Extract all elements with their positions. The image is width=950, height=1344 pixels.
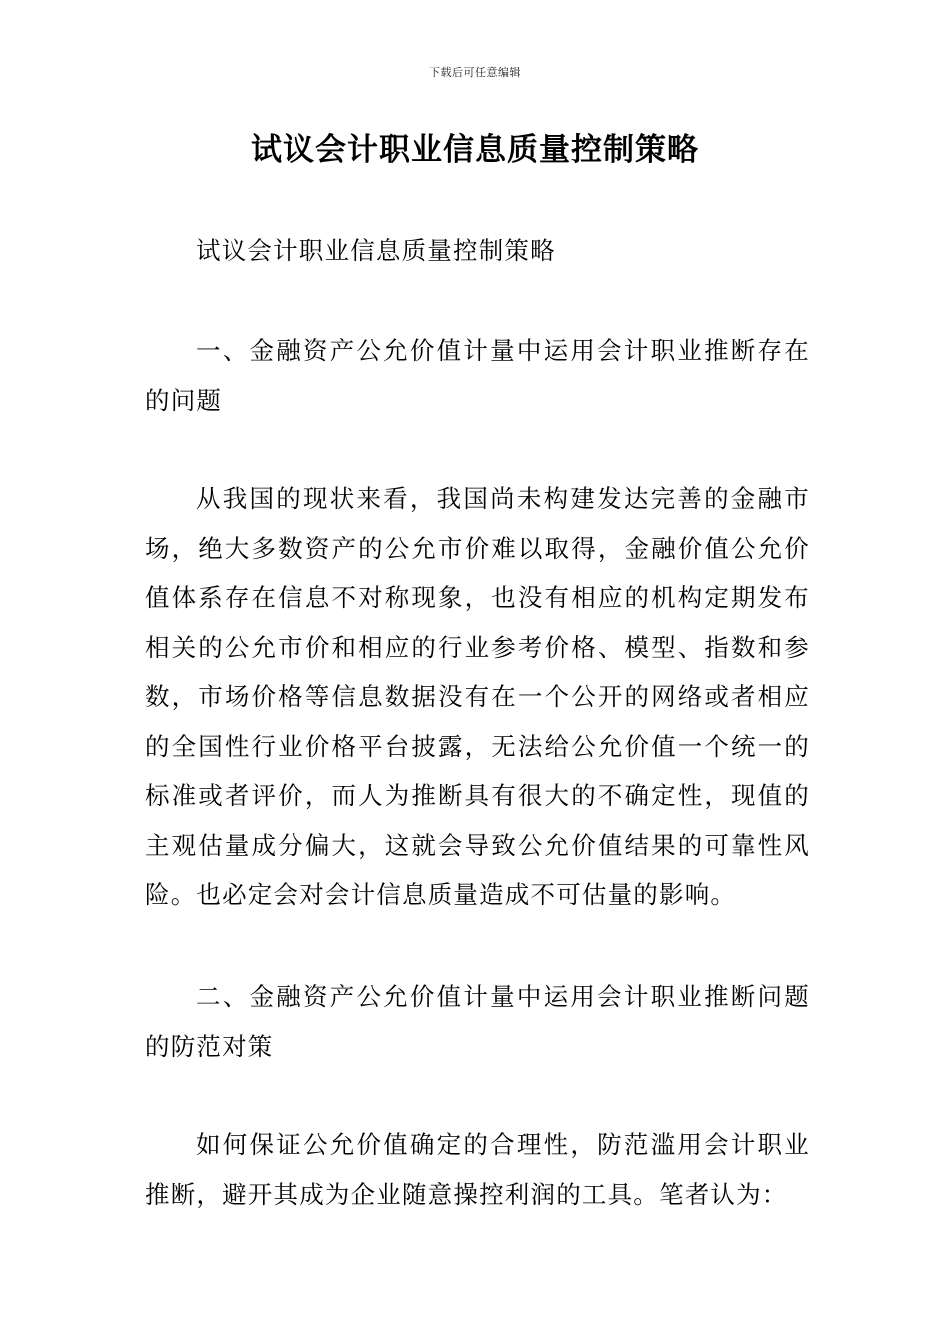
section-heading-2: 二、金融资产公允价值计量中运用会计职业推断问题的防范对策 [145,982,810,1061]
document-title: 试议会计职业信息质量控制策略 [251,132,699,168]
subtitle-paragraph: 试议会计职业信息质量控制策略 [196,236,556,265]
header-note: 下载后可任意编辑 [429,66,521,79]
body-paragraph-1: 从我国的现状来看，我国尚未构建发达完善的金融市场，绝大多数资产的公允市价难以取得，金融价值公允价值体系存在信息不对称现象，也没有相应的机构定期发布相关的公允市价和相应的行业参考价格、模型、指数和参数，市场价格等信息数据没有在一个公开的网络或者相应的全国性行业价格平台披露，无法给公允价值一个统一的标准或者评价，而人为推断具有很大的不确定性，现值的主观估量成分偏大，这就会导致公允价值结果的可靠性风险。也必定会对会计信息质量造成不可估量的影响。 [145,484,810,909]
body-paragraph-2: 如何保证公允价值确定的合理性，防范滥用会计职业推断，避开其成为企业随意操控利润的工具。笔者认为： [145,1130,810,1209]
section-heading-1: 一、金融资产公允价值计量中运用会计职业推断存在的问题 [145,336,810,415]
